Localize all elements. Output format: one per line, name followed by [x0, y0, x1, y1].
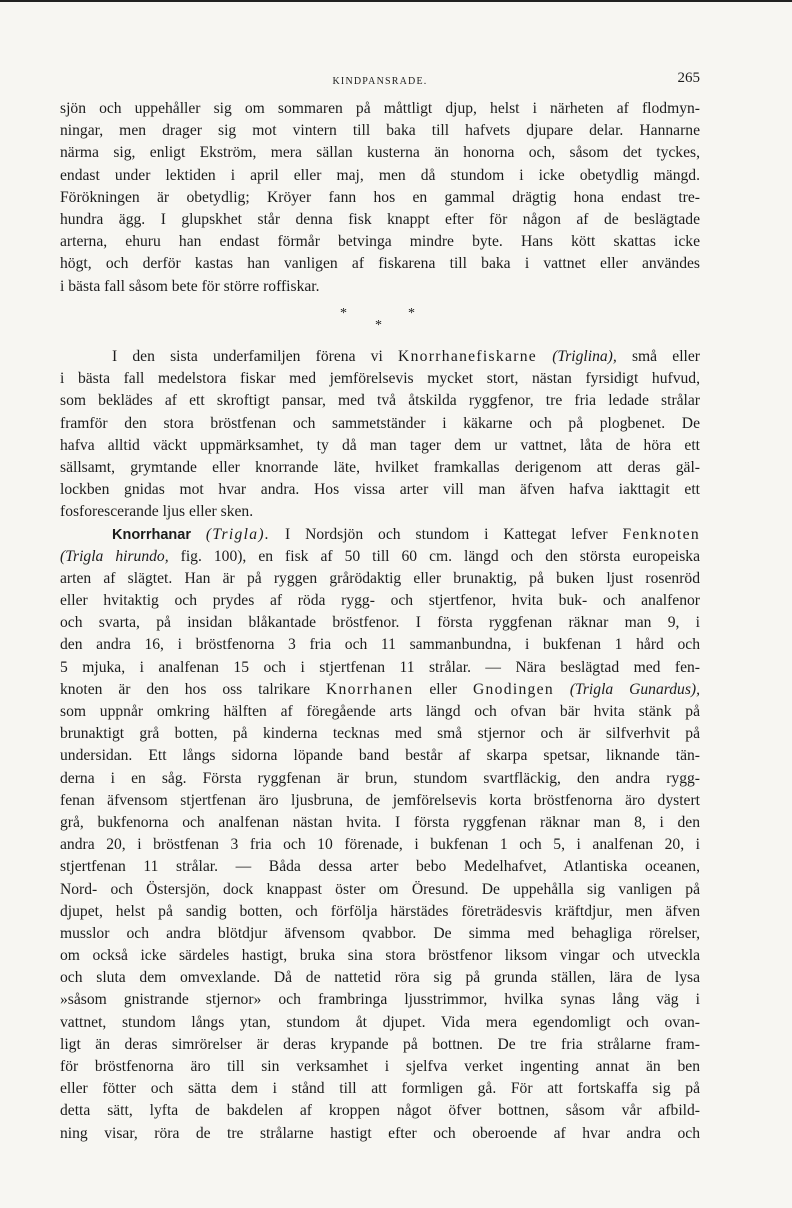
term-knorrhanen: Knorrhanen: [325, 680, 414, 698]
latin-name: (Trigla hirundo,: [60, 547, 169, 565]
text-line: närma sig, enligt Ekström, mera sällan kusterna än honorna och, såsom det tyckes,: [60, 144, 700, 162]
section-separator: [0, 300, 792, 340]
term-fenknoten: Fenknoten: [622, 525, 700, 543]
text-line: arterna, ehuru han endast förmår betvinga mindre byte. Hans kött skattas icke: [60, 233, 700, 251]
text-line: djupet, helst på sandig botten, och förfölja härstädes företrädesvis kräftdjur, men äfven: [60, 902, 700, 920]
text-line: endast under lektiden i april eller maj, men då stundom i icke obetydlig mängd.: [60, 166, 700, 184]
text-line: andra 20, i bröstfenan 3 fria och 10 förenade, i bukfenan 1 och 5, i analfenan 20, i: [60, 836, 700, 854]
text-line: brunaktigt grå botten, på kinderna tecknas med små stjernor och är silfverhvit på: [60, 725, 700, 743]
paragraph-triglina: [60, 346, 700, 1145]
text-line: ningar, men drager sig mot vintern till baka till hafvets djupare delar. Hannarne: [60, 122, 700, 140]
text-line: framför den stora bröstfenan och sammetständer i käkarne och på plogbenet. De: [60, 414, 700, 432]
text-line: undersidan. Ett långs sidorna löpande band består af skarpa spetsar, liknande tän-: [60, 747, 700, 765]
text-line: och svarta, på insidan blåkantade bröstfenor. I första ryggfenan räknar man 9, i: [60, 614, 700, 632]
latin-name: (Triglina),: [552, 348, 617, 365]
paragraph-1: [60, 98, 700, 298]
text-line: fosforescerande ljus eller sken.: [60, 503, 254, 521]
text-line: den andra 16, i bröstfenorna 3 fria och 11 sammanbundna, i bukfenan 1 hård och: [60, 636, 700, 654]
text-line: grå, bukfenorna och analfenan nästan hvita. I första ryggfenan räknar man 8, i den: [60, 813, 700, 831]
text-line: »såsom gnistrande stjernor» och frambringa ljusstrimmor, hvilka synas lång väg i: [60, 991, 700, 1009]
text-line: musslor och andra blötdjur äfvensom qvabbor. De simma med behagliga rörelser,: [60, 924, 700, 942]
text-line: Nord- och Östersjön, dock knappast öster om Öresund. De uppehålla sig vanligen på: [60, 880, 700, 898]
text-line: arten af slägtet. Han är på ryggen gråröda​ktig eller brunaktig, på buken ljust rosenröd: [60, 569, 700, 587]
separator-star: *: [340, 306, 347, 321]
text-line: Knorrhanar (Trigla). I Nordsjön och stundom i Kattegat lefver Fenknoten: [112, 525, 700, 543]
text-line: derna i en såg. Första ryggfenan är brun, stundom svartfläckig, den andra rygg-: [60, 769, 700, 787]
text-line: Förökningen är obetydlig; Kröyer fann hos en gammal drägtig hona endast tre-: [60, 188, 700, 206]
text-line: vattnet, stundom långs ytan, stundom åt djupet. Vida mera egendomligt och ovan-: [60, 1013, 700, 1031]
text-line: i bästa fall medelstora fiskar med jemförelsevis mycket stort, nästan fyrsidigt hufvud,: [60, 370, 700, 388]
page-top-rule: [0, 0, 792, 2]
text-line: som uppnår omkring hälften af föregående arts längd och ofvan bär hvita stänk på: [60, 703, 700, 720]
text-line: hundra ägg. I glupskhet står denna fisk knappt efter för någon af de beslägtade: [60, 210, 700, 228]
text-line: 5 mjuka, i analfenan 15 och i stjertfenan 11 strålar. — Nära beslägtad med fen-: [60, 658, 700, 676]
text-line: högt, och derför kastas han vanligen af fiskarena till baka i vattnet eller användes: [60, 255, 700, 273]
latin-name: (Trigla Gunardus),: [553, 680, 700, 698]
text-line: och sluta dem omvexlande. Då de nattetid röra sig på grunda ställen, lära de lysa: [60, 969, 700, 987]
text-line: hafva alltid väckt uppmärksamhet, ty då man tager dem ur vattnet, låta de höra ett: [60, 436, 700, 454]
separator-star: *: [375, 318, 382, 333]
term-gnodingen: Gnodingen: [472, 680, 554, 698]
running-head: KINDPANSRADE.: [332, 76, 428, 87]
page-header: [60, 68, 700, 92]
text-line: (Trigla hirundo, fig. 100), en fisk af 50 till 60 cm. längd och den största europeiska: [60, 547, 700, 565]
text-line: knoten är den hos oss talrikare Knorrhanen eller Gnodingen (Trigla Gunardus),: [60, 680, 700, 698]
text-line: sällsamt, grymtande eller knorrande läte, hvilket framkallas derigenom att deras gäl-: [60, 458, 700, 476]
text-line: för bröstfenorna äro till sin verksamhet i sjelfva verket ingenting annat än ben: [60, 1058, 700, 1075]
separator-star: *: [408, 306, 415, 321]
term-knorrhanefiskarne: Knorrhanefiskarne: [398, 348, 538, 365]
text-line: stjertfenan 11 strålar. — Båda dessa arter bebo Medelhafvet, Atlantiska oceanen,: [60, 858, 700, 876]
text-line: i bästa fall såsom bete för större roffiskar.: [60, 277, 320, 295]
page-number: 265: [677, 70, 700, 86]
text-line: om också icke särdeles hastigt, bruka sina stora bröstfenor liksom vingar och utveckla: [60, 947, 700, 965]
text-line: eller hvitaktig och prydes af röda rygg- och stjertfenor, hvita buk- och analfenor: [60, 592, 700, 610]
latin-name: (Trigla).: [205, 525, 271, 543]
text-line: lockben gnidas mot hvar andra. Hos vissa arter vill man äfven hafva iakttagit ett: [60, 481, 700, 499]
text-line: eller fötter och sätta dem i stånd till att formligen gå. För att fortskaffa sig på: [60, 1080, 700, 1098]
text-line: detta sätt, lyfta de bakdelen af kroppen något öfver bottnen, såsom vår afbild-: [60, 1102, 700, 1120]
text-line: som beklädes af ett skroftigt pansar, med två åtskilda ryggfenor, tre fria ledade strålar: [60, 392, 700, 410]
text-line: I den sista underfamiljen förena vi Knorrhanefiskarne (Triglina), små eller: [112, 348, 700, 365]
text-line: fenan äfvensom stjertfenan äro ljusbruna, de jemförelsevis korta bröstfenorna äro dystert: [60, 791, 700, 809]
text-line: sjön och uppehåller sig om sommaren på måttligt djup, helst i närheten af flodmyn-: [60, 100, 700, 117]
text-line: ligt än deras simrörelser är deras krypande på bottnen. De tre fria strålarne fram-: [60, 1035, 700, 1053]
text-line: ning visar, röra de tre strålarne hastigt efter och oberoende af hvar andra och: [60, 1124, 700, 1142]
genus-heading: Knorrhanar: [112, 526, 191, 543]
